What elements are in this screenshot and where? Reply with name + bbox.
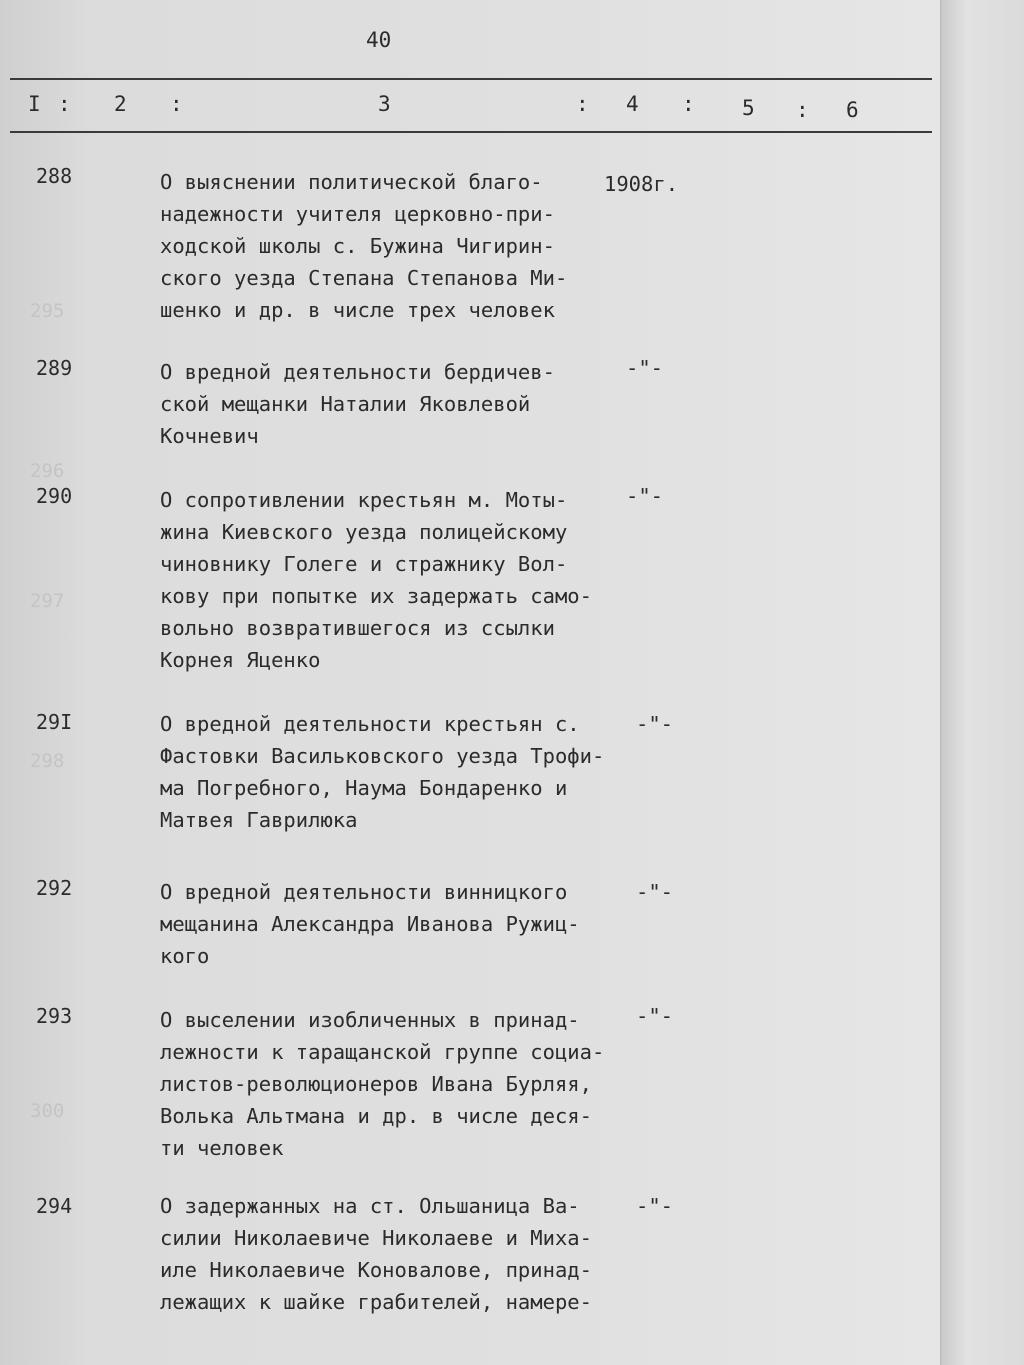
entry-description [160,876,580,972]
description-line: Кочневич [160,424,259,448]
entry-date: -"- [636,712,674,736]
description-line: силии Николаевиче Николаеве и Миха- [160,1226,592,1250]
entry-number: 293 [36,1004,73,1028]
header-col-2: 2 [114,92,127,116]
entry-date: -"- [636,880,674,904]
header-top-rule [10,78,932,80]
description-line: мещанина Александра Иванова Ружиц- [160,912,580,936]
entry-description [160,356,555,452]
header-col-5: 5 [742,96,755,120]
description-line: О вредной деятельности крестьян с. [160,712,580,736]
entry-date: -"- [636,1004,674,1028]
header-col-6: 6 [846,98,859,122]
description-line: лежности к таращанской группе социа- [160,1040,605,1064]
description-line: кову при попытке их задержать само- [160,584,592,608]
entry-number: 290 [36,484,73,508]
description-line: ти человек [160,1136,284,1160]
description-line: вольно возвратившегося из ссылки [160,616,555,640]
description-line: О вредной деятельности бердичев- [160,360,555,384]
description-line: надежности учителя церковно-при- [160,202,555,226]
description-line: листов-революционеров Ивана Бурляя, [160,1072,592,1096]
bleed-through-mark: 295 [30,300,65,322]
page-edge-shadow [940,0,1024,1365]
header-sep: : [796,98,809,122]
description-line: Корнея Яценко [160,648,321,672]
description-line: О задержанных на ст. Ольшаница Ва- [160,1194,580,1218]
description-line: жина Киевского уезда полицейскому [160,520,568,544]
description-line: О вредной деятельности винницкого [160,880,568,904]
entry-number: 289 [36,356,73,380]
header-sep: : [576,92,589,116]
entry-description [160,1190,592,1318]
header-col-3: 3 [378,92,391,116]
description-line: чиновнику Голеге и стражнику Вол- [160,552,568,576]
entry-date: -"- [626,356,664,380]
description-line: ма Погребного, Наума Бондаренко и [160,776,568,800]
bleed-through-mark: 300 [30,1100,65,1122]
header-col-4: 4 [626,92,639,116]
entry-description [160,1004,604,1164]
header-col-1: I [28,92,41,116]
bleed-through-mark: 298 [30,750,65,772]
description-line: ходской школы с. Бужина Чигирин- [160,234,555,258]
entry-number: 292 [36,876,73,900]
entry-number: 288 [36,164,73,188]
description-line: О выселении изобличенных в принад- [160,1008,580,1032]
entry-date: 1908г. [604,172,679,196]
description-line: Фастовки Васильковского уезда Трофи- [160,744,605,768]
description-line: шенко и др. в числе трех человек [160,298,555,322]
description-line: лежащих к шайке грабителей, намере- [160,1290,592,1314]
bleed-through-mark: 297 [30,590,65,612]
description-line: Матвея Гаврилюка [160,808,358,832]
description-line: О сопротивлении крестьян м. Моты- [160,488,568,512]
description-line: О выяснении политической благо- [160,170,543,194]
description-line: ской мещанки Наталии Яковлевой [160,392,531,416]
description-line: иле Николаевиче Коновалове, принад- [160,1258,592,1282]
entry-description [160,708,604,836]
entry-number: 294 [36,1194,73,1218]
page-number: 40 [366,28,392,52]
entry-description [160,484,592,676]
entry-number: 29I [36,710,73,734]
header-sep: : [58,92,71,116]
entry-date: -"- [636,1194,674,1218]
description-line: ского уезда Степана Степанова Ми- [160,266,568,290]
header-sep: : [170,92,183,116]
description-line: кого [160,944,210,968]
entry-date: -"- [626,484,664,508]
description-line: Волька Альтмана и др. в числе деся- [160,1104,592,1128]
bleed-through-mark: 296 [30,460,65,482]
entry-description [160,166,567,326]
header-sep: : [682,92,695,116]
header-bottom-rule [10,131,932,133]
